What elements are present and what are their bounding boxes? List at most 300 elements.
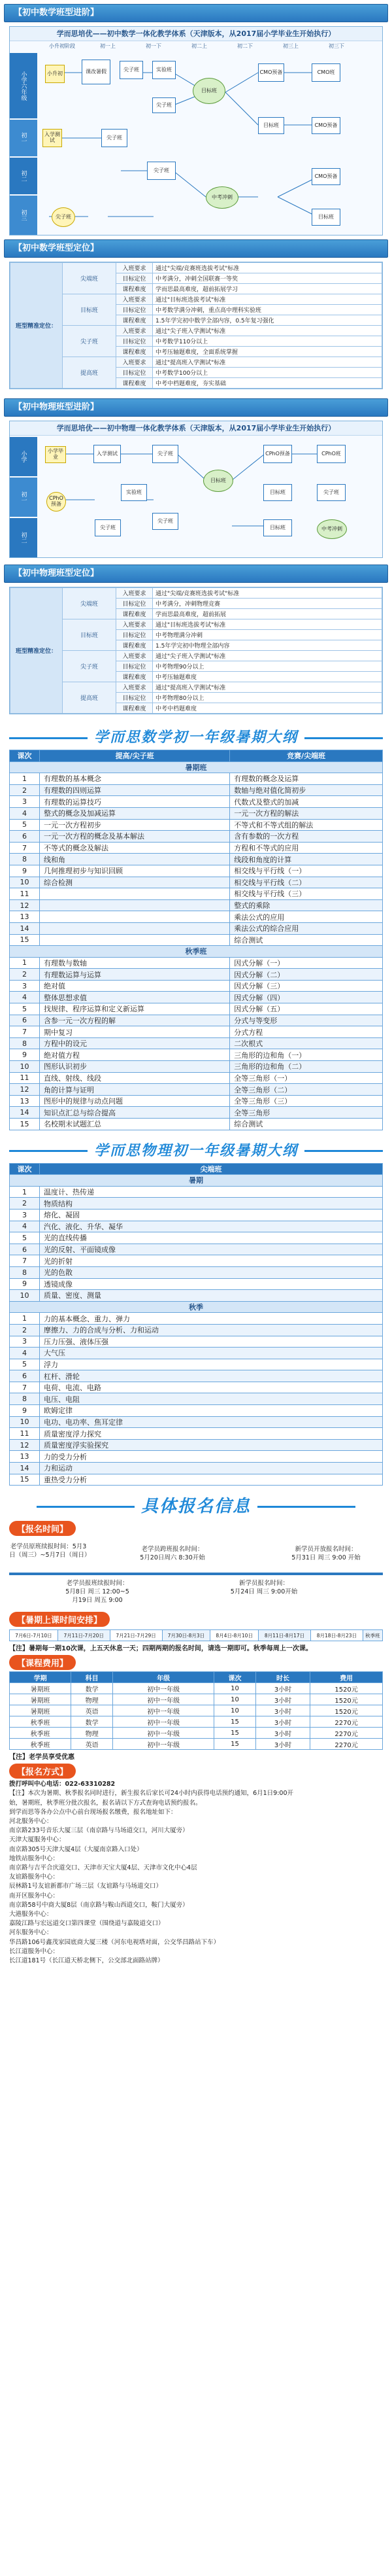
table-cell: 5: [10, 1359, 40, 1370]
registration-section: [0, 1486, 392, 1966]
class-type: 尖端班: [63, 263, 116, 294]
positioning-row: [10, 326, 382, 336]
col-head: 初二上: [191, 43, 207, 49]
table-row: [10, 922, 383, 934]
table-cell: 光的直线传播: [40, 1232, 383, 1244]
flow-node: 入学测试: [93, 445, 121, 463]
table-row: [10, 1405, 383, 1417]
row-value: 中考满分，冲刺物理竞赛: [153, 599, 382, 609]
row-key: 入班要求: [116, 263, 153, 273]
row-key: 入班要求: [116, 619, 153, 630]
positioning-row: [10, 357, 382, 368]
fee-cell: 初中一年级: [113, 1739, 214, 1750]
fee-cell: 10: [214, 1683, 256, 1694]
term-label: 秋季: [10, 1301, 383, 1313]
row-value: 通过"提高班入学测试"标准: [153, 357, 382, 368]
table-cell: [40, 888, 230, 900]
row-value: 中考数学满分冲刺，重点高中理科实验班: [153, 305, 382, 315]
fee-cell: 3小时: [255, 1694, 310, 1705]
table-row: [10, 1313, 383, 1325]
table-cell: 图形中的规律与动点问题: [40, 1095, 230, 1107]
table-row: [10, 1359, 383, 1370]
table-cell: 10: [10, 877, 40, 888]
table-cell: 力和运动: [40, 1463, 383, 1474]
fee-cell: 暑期班: [10, 1705, 71, 1716]
fee-cell: 初中一年级: [113, 1683, 214, 1694]
way-line: 大港服务中心：: [9, 1911, 53, 1919]
table-cell: 4: [10, 807, 40, 819]
table-cell: 12: [10, 1084, 40, 1096]
table-row: [10, 1003, 383, 1015]
flow-node: CPhO班: [317, 445, 346, 463]
timeline-bar: [9, 1573, 383, 1575]
way-line: 南京路233号音乐大厦三层（南京路与马场道交口，河川大厦旁）: [9, 1827, 189, 1835]
table-cell: 有理数的基本概念: [40, 773, 230, 785]
way-line: 嘉陵江路与宏远道交口第四课堂（围绕道与嘉陵道交口）: [9, 1920, 165, 1928]
row-value: 中考满分，冲刺全国联赛一等奖: [153, 273, 382, 284]
fee-cell: 3小时: [255, 1716, 310, 1728]
way-line: 华昌路106号鑫茂家园底商大厦三楼（河东电视塔对面，公交华昌路站下车）: [9, 1938, 220, 1946]
table-cell: 因式分解（四）: [230, 992, 383, 1003]
table-cell: 2: [10, 1324, 40, 1336]
fee-cell: 10: [214, 1694, 256, 1705]
table-cell: 9: [10, 1049, 40, 1061]
col-head: 初一下: [146, 43, 161, 49]
flow-node: 实验班: [152, 61, 176, 79]
table-row: [10, 1221, 383, 1232]
math-positioning-table: [9, 262, 383, 389]
fee-label: 【课程费用】: [9, 1655, 76, 1670]
table-cell: 综合测试: [230, 934, 383, 946]
note-2: 【注】老学员享受优惠: [9, 1754, 74, 1762]
table-cell: 熔化、凝固: [40, 1209, 383, 1221]
row-value: 中考物理80分以上: [153, 693, 382, 703]
table-row: [10, 1084, 383, 1096]
table-cell: 2: [10, 969, 40, 981]
positioning-left: 班型精准定位：: [10, 588, 63, 714]
row-value: 通过"目标班选拔考试"标准: [153, 294, 382, 305]
table-cell: 物质结构: [40, 1198, 383, 1210]
table-cell: 透镜成像: [40, 1278, 383, 1290]
class-type: 尖子班: [63, 651, 116, 682]
way-line: 天津大厦服务中心：: [9, 1836, 65, 1844]
table-row: [10, 1463, 383, 1474]
fee-cell: 3小时: [255, 1705, 310, 1716]
way-line: 南开区服务中心：: [9, 1892, 59, 1900]
fee-cell: 秋季班: [10, 1728, 71, 1739]
timeline-item: 老学员原班续报时间：5月3日（周三）~5月7日（周日）: [9, 1543, 91, 1559]
positioning-row: [10, 619, 382, 630]
flow-node: 尖子班: [52, 207, 75, 227]
row-value: 中考中档题难度，夯实基础: [153, 378, 382, 389]
table-row: [10, 796, 383, 808]
table-row: [10, 1348, 383, 1359]
row-key: 课程难度: [116, 378, 153, 389]
table-row: [10, 842, 383, 854]
header-cell: 年级: [113, 1672, 214, 1683]
header-cell: 学期: [10, 1672, 71, 1683]
fee-row: [10, 1716, 383, 1728]
physics-outline-table: [9, 1163, 383, 1486]
table-row: [10, 819, 383, 831]
table-row: [10, 784, 383, 796]
positioning-row: [10, 682, 382, 693]
fee-cell: 2270元: [310, 1728, 383, 1739]
table-row: [10, 1037, 383, 1049]
table-cell: 因式分解（三）: [230, 980, 383, 992]
table-cell: 乘法公式的应用: [230, 911, 383, 923]
table-row: [10, 1382, 383, 1393]
lane-label: 初三: [10, 196, 37, 235]
row-key: 目标定位: [116, 305, 153, 315]
table-cell: 摩擦力、力的合成与分析、力和运动: [40, 1324, 383, 1336]
row-value: 学而思最高难度，超前拓展学习: [153, 284, 382, 294]
timeline-item: 老学员跨班报名时间： 5月20日周六 8:30开始: [140, 1546, 205, 1562]
table-cell: 一元一次方程初步: [40, 819, 230, 831]
row-value: 通过"尖子班入学测试"标准: [153, 651, 382, 661]
schedule-cell: 7月6日-7月10日: [10, 1630, 58, 1641]
table-row: [10, 969, 383, 981]
table-cell: 期中复习: [40, 1026, 230, 1038]
table-cell: 直线、射线、线段: [40, 1072, 230, 1084]
row-key: 课程难度: [116, 640, 153, 651]
table-cell: 绝对值: [40, 980, 230, 992]
table-row: [10, 831, 383, 843]
term-label: 秋季班: [10, 946, 383, 958]
table-cell: 杠杆、滑轮: [40, 1370, 383, 1382]
table-cell: 力的基本概念、重力、弹力: [40, 1313, 383, 1325]
way-line: 友谊路服务中心：: [9, 1873, 59, 1881]
table-cell: 全等三角形: [230, 1107, 383, 1119]
math-outline-section: [0, 714, 392, 1130]
fee-cell: 2270元: [310, 1716, 383, 1728]
physics-flowchart: [9, 421, 383, 558]
table-cell: 质量、密度、测量: [40, 1290, 383, 1302]
math-flowchart: [9, 26, 383, 235]
term-label: 暑期: [10, 1175, 383, 1187]
table-cell: 7: [10, 1255, 40, 1267]
row-value: 通过"提高班入学测试"标准: [153, 682, 382, 693]
table-cell: 分式方程: [230, 1026, 383, 1038]
table-cell: 10: [10, 1416, 40, 1428]
table-cell: 数轴与绝对值化简初步: [230, 784, 383, 796]
table-cell: 整体思想求值: [40, 992, 230, 1003]
flowchart-title: 学而思培优——初中数学一体化教学体系（天津版本，从2017届小学毕业生开始执行）: [10, 27, 382, 41]
table-cell: 11: [10, 1428, 40, 1440]
lane-label: 初一: [10, 478, 37, 517]
col-head: 初一上: [100, 43, 116, 49]
table-row: [10, 888, 383, 900]
table-cell: 3: [10, 796, 40, 808]
table-cell: 三角形的边和角（一）: [230, 1049, 383, 1061]
way-line: 地铁站服务中心：: [9, 1854, 59, 1862]
table-cell: 7: [10, 1382, 40, 1393]
table-row: [10, 1266, 383, 1278]
lane-label: 初一: [10, 120, 37, 156]
table-row: [10, 1290, 383, 1302]
flow-node: CMO预备: [258, 63, 284, 82]
table-cell: 方程中的设元: [40, 1037, 230, 1049]
physics-positioning-table: [9, 587, 383, 714]
lane-label: 小学六年级: [10, 53, 37, 118]
fee-row: [10, 1705, 383, 1716]
class-type: 目标班: [63, 294, 116, 326]
flow-node: 尖子班: [101, 129, 127, 147]
row-key: 课程难度: [116, 347, 153, 357]
table-row: [10, 1015, 383, 1026]
table-cell: 3: [10, 1336, 40, 1348]
way-line: 拨打呼叫中心电话：022-63310282: [9, 1781, 116, 1788]
table-row: [10, 1428, 383, 1440]
table-cell: 4: [10, 1348, 40, 1359]
section-header: 【初中物理班型进阶】: [4, 398, 388, 417]
flow-node: 尖子班: [152, 513, 178, 530]
fee-cell: 3小时: [255, 1683, 310, 1694]
table-cell: 光的色散: [40, 1266, 383, 1278]
row-value: 中考数学110分以上: [153, 336, 382, 347]
flow-node: 中考冲刺: [206, 186, 238, 209]
table-row: [10, 992, 383, 1003]
table-row: [10, 865, 383, 877]
way-line: 南京路58号中商大厦8层（南京路与鞍山西道交口，鞍门大厦旁）: [9, 1901, 189, 1909]
fee-cell: 英语: [71, 1705, 113, 1716]
flow-node: 尖子班: [147, 162, 176, 180]
header-cell: 课次: [214, 1672, 256, 1683]
fee-cell: 15: [214, 1716, 256, 1728]
table-cell: 因式分解（一）: [230, 957, 383, 969]
fee-cell: 秋季班: [10, 1716, 71, 1728]
flow-node: CMO班: [312, 63, 340, 82]
table-cell: 12: [10, 899, 40, 911]
lane-label: 初二: [10, 158, 37, 194]
fee-cell: 1520元: [310, 1705, 383, 1716]
table-cell: 1: [10, 1186, 40, 1198]
table-cell: 有理数的四则运算: [40, 784, 230, 796]
physics-outline-title: 学而思物理初一年级暑期大纲: [0, 1140, 392, 1163]
way-line: 长江道服务中心：: [9, 1947, 59, 1955]
table-cell: 13: [10, 1095, 40, 1107]
row-key: 入班要求: [116, 588, 153, 599]
table-cell: 2: [10, 784, 40, 796]
math-progression-section: [0, 0, 392, 389]
table-cell: 电功、电功率、焦耳定律: [40, 1416, 383, 1428]
timeline-item: 新学员开放报名时间： 5月31日 周三 9:00 开始: [291, 1546, 361, 1562]
flow-node: 尖子班: [120, 61, 143, 79]
row-value: 通过"目标班选拔考试"标准: [153, 619, 382, 630]
table-cell: 有理数与数轴: [40, 957, 230, 969]
row-key: 课程难度: [116, 609, 153, 619]
table-cell: 含有参数的一次方程: [230, 831, 383, 843]
flow-node: 目标班: [203, 470, 233, 492]
schedule-label: 【暑期上课时间安排】: [9, 1612, 110, 1627]
row-value: 中考压轴题难度，全面系统掌握: [153, 347, 382, 357]
table-cell: 乘法公式的综合应用: [230, 922, 383, 934]
table-cell: 4: [10, 992, 40, 1003]
way-line: 始，暑期班，秋季班分批次报名，报名请以下方式查询电话预约报名。: [9, 1799, 202, 1807]
header-cell: 尖端班: [40, 1163, 383, 1175]
row-key: 入班要求: [116, 682, 153, 693]
term-row: [10, 1175, 383, 1187]
table-header: [10, 750, 383, 762]
positioning-row: [10, 263, 382, 273]
table-cell: 14: [10, 1107, 40, 1119]
table-cell: 整式的乘除: [230, 899, 383, 911]
table-cell: 13: [10, 911, 40, 923]
registration-ways: [0, 1780, 392, 1966]
table-cell: 1: [10, 957, 40, 969]
fee-cell: 初中一年级: [113, 1728, 214, 1739]
fee-cell: 英语: [71, 1739, 113, 1750]
fee-cell: 数学: [71, 1683, 113, 1694]
header-cell: 时长: [255, 1672, 310, 1683]
way-line: 南京路与吉平合庆道交口、天津市天宝大厦4层、天津市文化中心4层: [9, 1864, 197, 1872]
row-key: 目标定位: [116, 630, 153, 640]
way-line: 南京路305号天津大厦4层（大厦南京路入口处）: [9, 1845, 143, 1853]
section-header: 【初中数学班型定位】: [4, 239, 388, 258]
flow-node: 目标班: [193, 78, 225, 104]
table-cell: 15: [10, 1474, 40, 1486]
table-cell: 3: [10, 980, 40, 992]
table-row: [10, 1198, 383, 1210]
table-row: [10, 1209, 383, 1221]
timeline-item: 老学员报班续报时间： 5月8日 周三 12:00~5 月19日 周五 9:00: [65, 1580, 129, 1605]
flow-node: 课改暑假: [82, 60, 110, 84]
table-cell: 大气压: [40, 1348, 383, 1359]
table-cell: 电荷、电流、电路: [40, 1382, 383, 1393]
table-cell: [40, 934, 230, 946]
table-cell: 2: [10, 1198, 40, 1210]
row-key: 入班要求: [116, 326, 153, 336]
row-key: 入班要求: [116, 357, 153, 368]
table-cell: 7: [10, 842, 40, 854]
row-key: 目标定位: [116, 693, 153, 703]
table-cell: 15: [10, 934, 40, 946]
flow-node: 小升初: [45, 65, 65, 83]
table-cell: 几何推理初步与知识回顾: [40, 865, 230, 877]
term-row: [10, 1301, 383, 1313]
flow-node: CPhO预备: [46, 492, 66, 512]
class-type: 尖端班: [63, 588, 116, 619]
fee-cell: 秋季班: [10, 1739, 71, 1750]
flow-node: 尖子班: [95, 519, 121, 536]
flow-node: 目标班: [263, 519, 292, 536]
table-cell: 线和角: [40, 854, 230, 865]
header-cell: 费用: [310, 1672, 383, 1683]
table-cell: 光的折射: [40, 1255, 383, 1267]
schedule-cell: 7月21日-7月29日: [110, 1630, 162, 1641]
flow-node: CPhO预备: [263, 445, 292, 463]
row-value: 中考物理满分冲刺: [153, 630, 382, 640]
class-type: 尖子班: [63, 326, 116, 357]
header-cell: 课次: [10, 1163, 40, 1175]
table-cell: 名校期末试题汇总: [40, 1119, 230, 1130]
fee-cell: 10: [214, 1705, 256, 1716]
table-cell: 分式与等变形: [230, 1015, 383, 1026]
timeline-item: 新学员报名时间： 5月24日 周三 9:00开始: [230, 1580, 298, 1596]
table-cell: 10: [10, 1061, 40, 1073]
table-cell: 重热受力分析: [40, 1474, 383, 1486]
row-key: 课程难度: [116, 703, 153, 714]
row-key: 目标定位: [116, 273, 153, 284]
lane-label: 小学: [10, 437, 37, 476]
flowchart-title: 学而思培优——初中物理一体化教学体系（天津版本，从2017届小学毕业生开始执行）: [10, 421, 382, 436]
table-row: [10, 1255, 383, 1267]
table-cell: 有理数的运算技巧: [40, 796, 230, 808]
table-cell: 11: [10, 888, 40, 900]
class-type: 提高班: [63, 357, 116, 389]
table-cell: 相交线与平行线（一）: [230, 865, 383, 877]
table-cell: 二次根式: [230, 1037, 383, 1049]
way-line: 河北服务中心：: [9, 1818, 53, 1826]
table-row: [10, 1244, 383, 1255]
row-value: 通过"尖端/竞赛班选拔考试"标准: [153, 588, 382, 599]
table-cell: 14: [10, 922, 40, 934]
table-row: [10, 854, 383, 865]
row-value: 1.5年学完初中物理全部内容: [153, 640, 382, 651]
table-cell: 9: [10, 1278, 40, 1290]
row-key: 目标定位: [116, 336, 153, 347]
flow-node: CMO预备: [312, 168, 340, 185]
flow-node: 目标班: [258, 117, 284, 134]
table-cell: 角的计算与证明: [40, 1084, 230, 1096]
schedule-cell: 7月11日-7月20日: [57, 1630, 110, 1641]
table-cell: 全等三角形（一）: [230, 1072, 383, 1084]
table-row: [10, 1049, 383, 1061]
flow-node: 尖子班: [152, 97, 176, 113]
row-value: 中考数学100分以上: [153, 368, 382, 378]
row-key: 课程难度: [116, 284, 153, 294]
table-row: [10, 807, 383, 819]
fee-table: [9, 1671, 383, 1750]
table-row: [10, 1026, 383, 1038]
table-row: [10, 1336, 383, 1348]
table-row: [10, 1072, 383, 1084]
table-cell: 一元一次方程的解法: [230, 807, 383, 819]
table-cell: 9: [10, 1405, 40, 1417]
fee-cell: 数学: [71, 1716, 113, 1728]
table-cell: 13: [10, 1451, 40, 1463]
table-cell: 不等式和不等式组的解法: [230, 819, 383, 831]
table-cell: 8: [10, 1393, 40, 1405]
table-cell: 绝对值方程: [40, 1049, 230, 1061]
table-row: [10, 1324, 383, 1336]
table-cell: 力的受力分析: [40, 1451, 383, 1463]
table-cell: 10: [10, 1290, 40, 1302]
row-key: 入班要求: [116, 651, 153, 661]
row-key: 目标定位: [116, 599, 153, 609]
table-cell: 3: [10, 1209, 40, 1221]
schedule-cell: 8月18日-8月23日: [310, 1630, 363, 1641]
col-head: 小升初阶段: [49, 43, 75, 49]
table-cell: 11: [10, 1072, 40, 1084]
fee-row: [10, 1728, 383, 1739]
table-cell: 8: [10, 1037, 40, 1049]
table-cell: 压力压强、液体压强: [40, 1336, 383, 1348]
math-outline-table: [9, 750, 383, 1130]
table-row: [10, 957, 383, 969]
flow-node: 中考冲刺: [317, 519, 347, 539]
fee-cell: 3小时: [255, 1739, 310, 1750]
table-cell: 4: [10, 1221, 40, 1232]
schedule-cell: 8月4日-8月10日: [210, 1630, 259, 1641]
table-cell: 欧姆定律: [40, 1405, 383, 1417]
table-cell: 光的反射、平面镜成像: [40, 1244, 383, 1255]
fee-cell: 1520元: [310, 1683, 383, 1694]
row-value: 通过"尖端/竞赛班选拔考试"标准: [153, 263, 382, 273]
flow-node: 实验班: [121, 484, 147, 501]
table-cell: 6: [10, 1244, 40, 1255]
fee-row: [10, 1739, 383, 1750]
